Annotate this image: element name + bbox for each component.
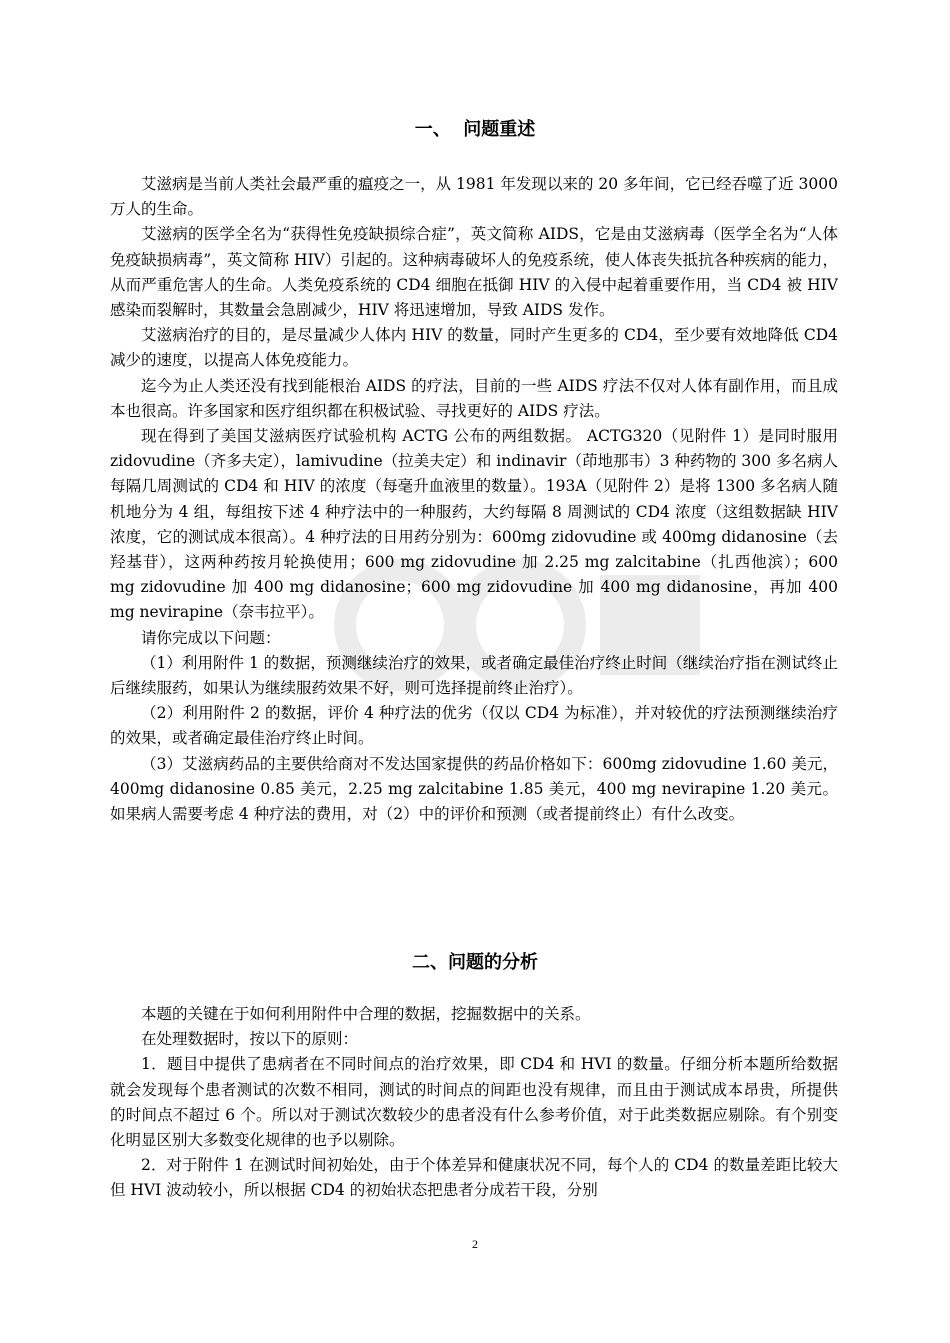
section-1-title: 一、 问题重述 [414,119,536,140]
section-2-title: 二、问题的分析 [412,952,538,973]
paragraph: 2．对于附件 1 在测试时间初始处，由于个体差异和健康状况不同，每个人的 CD4 的数量差距比较大但 HVI 波动较小，所以根据 CD4 的初始状态把患者分成若干段，分别 [110,1156,838,1200]
paragraph: 在处理数据时，按以下的原则： [141,1030,359,1049]
paragraph: 请你完成以下问题： [141,628,281,647]
paragraph: （1）利用附件 1 的数据，预测继续治疗的效果，或者确定最佳治疗终止时间（继续治疗指在测试终止后继续服药，如果认为继续服药效果不好，则可选择提前终止治疗）。 [110,653,838,698]
paragraph: 艾滋病治疗的目的，是尽量减少人体内 HIV 的数量，同时产生更多的 CD4，至少要有效地降低 CD4 减少的速度，以提高人体免疫能力。 [110,326,838,370]
paragraph: 现在得到了美国艾滋病医疗试验机构 ACTG 公布的两组数据。 ACTG320（见附件 1）是同时服用 zidovudine（齐多夫定），lamivudine（拉美夫定）和 indinavir（茚地那韦）3 种药物的 300 多名病人每隔几周测试的 CD4 和 HIV 的浓度（每毫升血液里的数量）。193A（见附件 2）是将 1300 多名病人随机地分为 4 组，每组按下述 4 种疗法中的一种服药，大约每隔 8 周测试的 CD4 浓度（这组数据缺 HIV 浓度，它的测试成本很高）。4 种疗法的日用药分别为：600mg zidovudine 或 400mg didanosine（去羟基苷），这两种药按月轮换使用；600 mg zidovudine 加 2.25 mg zalcitabine（扎西他滨）；600 mg zidovudine 加 400 mg didanosine；600 mg zidovudine 加 400 mg didanosine，再加 400 mg nevirapine（奈韦拉平）。 [110,427,838,622]
section-1-body [110,172,838,827]
paragraph: 艾滋病是当前人类社会最严重的瘟疫之一，从 1981 年发现以来的 20 多年间，它已经吞噬了近 3000 万人的生命。 [110,175,838,219]
paragraph: （3）艾滋病药品的主要供给商对不发达国家提供的药品价格如下：600mg zidovudine 1.60 美元，400mg didanosine 0.85 美元，2.25 mg zalcitabine 1.85 美元，400 mg nevirapine 1.20 美元。如果病人需要考虑 4 种疗法的费用，对（2）中的评价和预测（或者提前终止）有什么改变。 [110,754,838,824]
paragraph: 艾滋病的医学全名为“获得性免疫缺损综合症”，英文简称 AIDS，它是由艾滋病毒（医学全名为“人体免疫缺损病毒”，英文简称 HIV）引起的。这种病毒破坏人的免疫系统，使人体丧失抵抗各种疾病的能力，从而严重危害人的生命。人类免疫系统的 CD4 细胞在抵御 HIV 的入侵中起着重要作用，当 CD4 被 HIV 感染而裂解时，其数量会急剧减少，HIV 将迅速增加，导致 AIDS 发作。 [110,225,838,320]
paragraph: 迄今为止人类还没有找到能根治 AIDS 的疗法，目前的一些 AIDS 疗法不仅对人体有副作用，而且成本也很高。许多国家和医疗组织都在积极试验、寻找更好的 AIDS 疗法。 [110,376,838,420]
paragraph: （2）利用附件 2 的数据，评价 4 种疗法的优劣（仅以 CD4 为标准），并对较优的疗法预测继续治疗的效果，或者确定最佳治疗终止时间。 [110,704,838,748]
page-number: 2 [472,1237,478,1251]
paragraph: 1．题目中提供了患病者在不同时间点的治疗效果，即 CD4 和 HVI 的数量。仔细分析本题所给数据就会发现每个患者测试的次数不相同，测试的时间点的间距也没有规律，而且由于测试成本昂贵，所提供的时间点不超过 6 个。所以对于测试次数较少的患者没有什么参考价值，对于此类数据应剔除。有个别变化明显区别大多数变化规律的也予以剔除。 [110,1055,838,1150]
section-2-body [110,1002,838,1204]
paragraph: 本题的关键在于如何利用附件中合理的数据，挖掘数据中的关系。 [141,1005,591,1023]
